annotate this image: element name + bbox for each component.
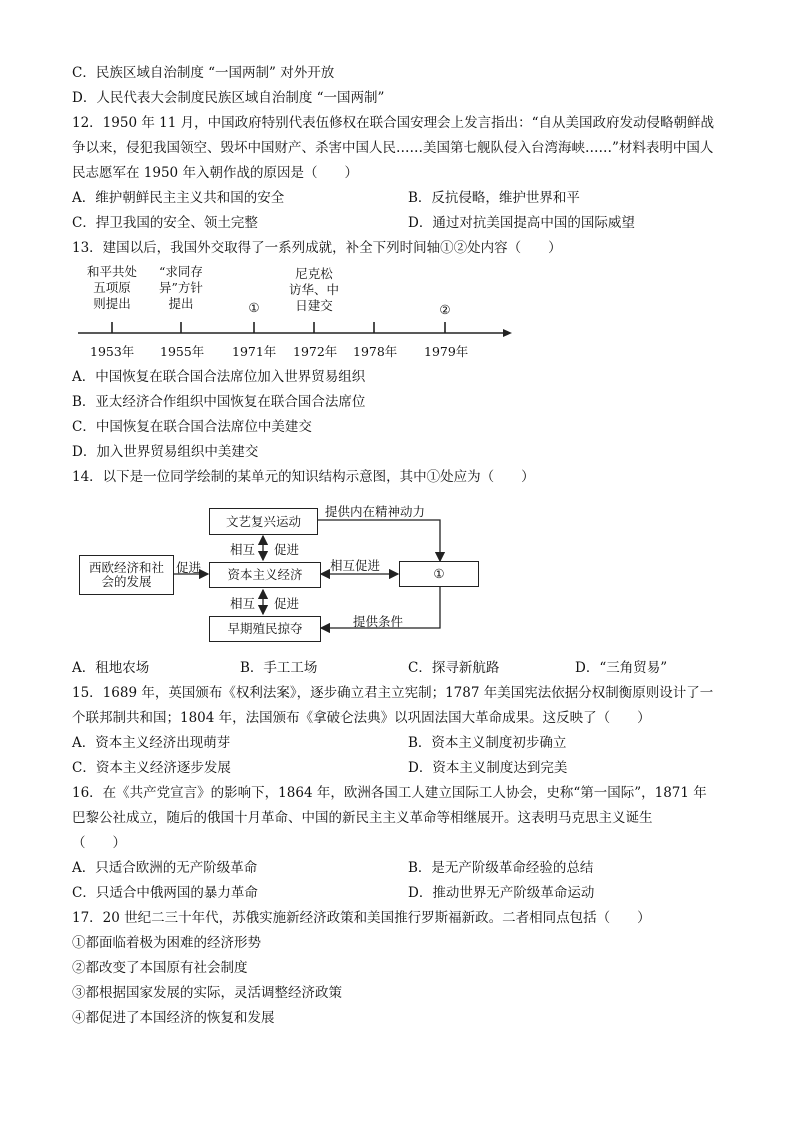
q17-item: ①都面临着极为困难的经济形势: [72, 935, 261, 951]
box-target: ①: [399, 561, 479, 587]
q15-option-b: B．资本主义制度初步确立: [408, 735, 567, 751]
q15-option-d: D．资本主义制度达到完美: [408, 760, 568, 776]
q16-stem-line2: 巴黎公社成立，随后的俄国十月革命、中国的新民主主义革命等相继展开。这表明马克思主义诞生: [72, 810, 653, 826]
q13-option-b: B．亚太经济合作组织中国恢复在联合国合法席位: [72, 394, 366, 410]
option-c-prev: C．民族区域自治制度 “一国两制” 对外开放: [72, 65, 335, 81]
q15-stem-line1: 15．1689 年，英国颁布《权利法案》，逐步确立君主立宪制；1787 年美国宪法依据分权制衡原则设计了一: [72, 685, 714, 701]
label-condition: 提供条件: [353, 614, 404, 629]
q16-option-a: A．只适合欧洲的无产阶级革命: [72, 860, 258, 876]
timeline-event-label: 和平共处 五项原 则提出: [86, 264, 137, 311]
label-spirit: 提供内在精神动力: [325, 504, 426, 519]
label-mutual-bottom-a: 相互: [230, 596, 256, 611]
q12-option-b: B．反抗侵略，维护世界和平: [408, 190, 580, 206]
option-d-prev: D．人民代表大会制度民族区域自治制度 “一国两制”: [72, 90, 385, 106]
q13-stem: 13．建国以后，我国外交取得了一系列成就，补全下列时间轴①②处内容（ ）: [72, 240, 562, 256]
q12-option-d: D．通过对抗美国提高中国的国际威望: [408, 215, 635, 231]
box-renaissance: 文艺复兴运动: [209, 508, 318, 535]
box-colonial: 早期殖民掠夺: [209, 616, 321, 642]
q12-option-c: C．捍卫我国的安全、领土完整: [72, 215, 258, 231]
timeline-year: 1955年: [160, 344, 205, 359]
box-capitalism: 资本主义经济: [209, 562, 321, 588]
timeline-event-label: “求同存 异”方针 提出: [159, 264, 203, 311]
q17-item: ②都改变了本国原有社会制度: [72, 960, 248, 976]
label-mutual-top-b: 促进: [274, 542, 300, 557]
q17-stem: 17．20 世纪二三十年代，苏俄实施新经济政策和美国推行罗斯福新政。二者相同点包括（ ）: [72, 910, 651, 926]
q12-stem-line1: 12．1950 年 11 月，中国政府特别代表伍修权在联合国安理会上发言指出：“自从美国政府发动侵略朝鲜战: [72, 115, 714, 131]
timeline-event-label: 尼克松 访华、中 日建交: [288, 266, 339, 313]
timeline-year: 1953年: [90, 344, 135, 359]
q16-stem-line3: （ ）: [72, 835, 126, 851]
q16-stem-line1: 16．在《共产党宣言》的影响下，1864 年，欧洲各国工人建立国际工人协会，史称“第一国际”，1871 年: [72, 785, 707, 801]
timeline-year: 1978年: [353, 344, 398, 359]
timeline-year: 1979年: [424, 344, 469, 359]
q12-option-a: A．维护朝鲜民主主义共和国的安全: [72, 190, 285, 206]
box-west-europe: 西欧经济和社会的发展: [79, 555, 174, 595]
q12-stem-line3: 民志愿军在 1950 年入朝作战的原因是（ ）: [72, 165, 358, 181]
q15-option-c: C．资本主义经济逐步发展: [72, 760, 231, 776]
q14-option-a: A．租地农场: [72, 660, 150, 676]
q15-option-a: A．资本主义经济出现萌芽: [72, 735, 231, 751]
q13-option-c: C．中国恢复在联合国合法席位中美建交: [72, 419, 312, 435]
q16-option-b: B．是无产阶级革命经验的总结: [408, 860, 594, 876]
q13-option-d: D．加入世界贸易组织中美建交: [72, 444, 259, 460]
q16-option-c: C．只适合中俄两国的暴力革命: [72, 885, 258, 901]
q14-option-b: B．手工工场: [240, 660, 318, 676]
timeline-year: 1971年: [232, 344, 277, 359]
label-mutual-top-a: 相互: [230, 542, 256, 557]
timeline-year: 1972年: [293, 344, 338, 359]
q17-item: ③都根据国家发展的实际，灵活调整经济政策: [72, 985, 342, 1001]
q17-item: ④都促进了本国经济的恢复和发展: [72, 1010, 275, 1026]
q14-stem: 14．以下是一位同学绘制的某单元的知识结构示意图，其中①处应为（ ）: [72, 469, 535, 485]
q14-option-c: C．探寻新航路: [408, 660, 500, 676]
q13-option-a: A．中国恢复在联合国合法席位加入世界贸易组织: [72, 369, 366, 385]
timeline-blank-1: ①: [248, 300, 260, 315]
timeline-blank-2: ②: [439, 302, 451, 317]
label-mutual-bottom-b: 促进: [274, 596, 300, 611]
q15-stem-line2: 个联邦制共和国；1804 年，法国颁布《拿破仑法典》以巩固法国大革命成果。这反映了（ ）: [72, 710, 651, 726]
label-mutual-right: 相互促进: [330, 558, 381, 573]
label-promote-left: 促进: [176, 560, 202, 575]
q16-option-d: D．推动世界无产阶级革命运动: [408, 885, 595, 901]
q14-option-d: D．“三角贸易”: [575, 660, 668, 676]
q12-stem-line2: 争以来，侵犯我国领空、毁坏中国财产、杀害中国人民……美国第七舰队侵入台湾海峡……”材料表明中国人: [72, 140, 714, 156]
